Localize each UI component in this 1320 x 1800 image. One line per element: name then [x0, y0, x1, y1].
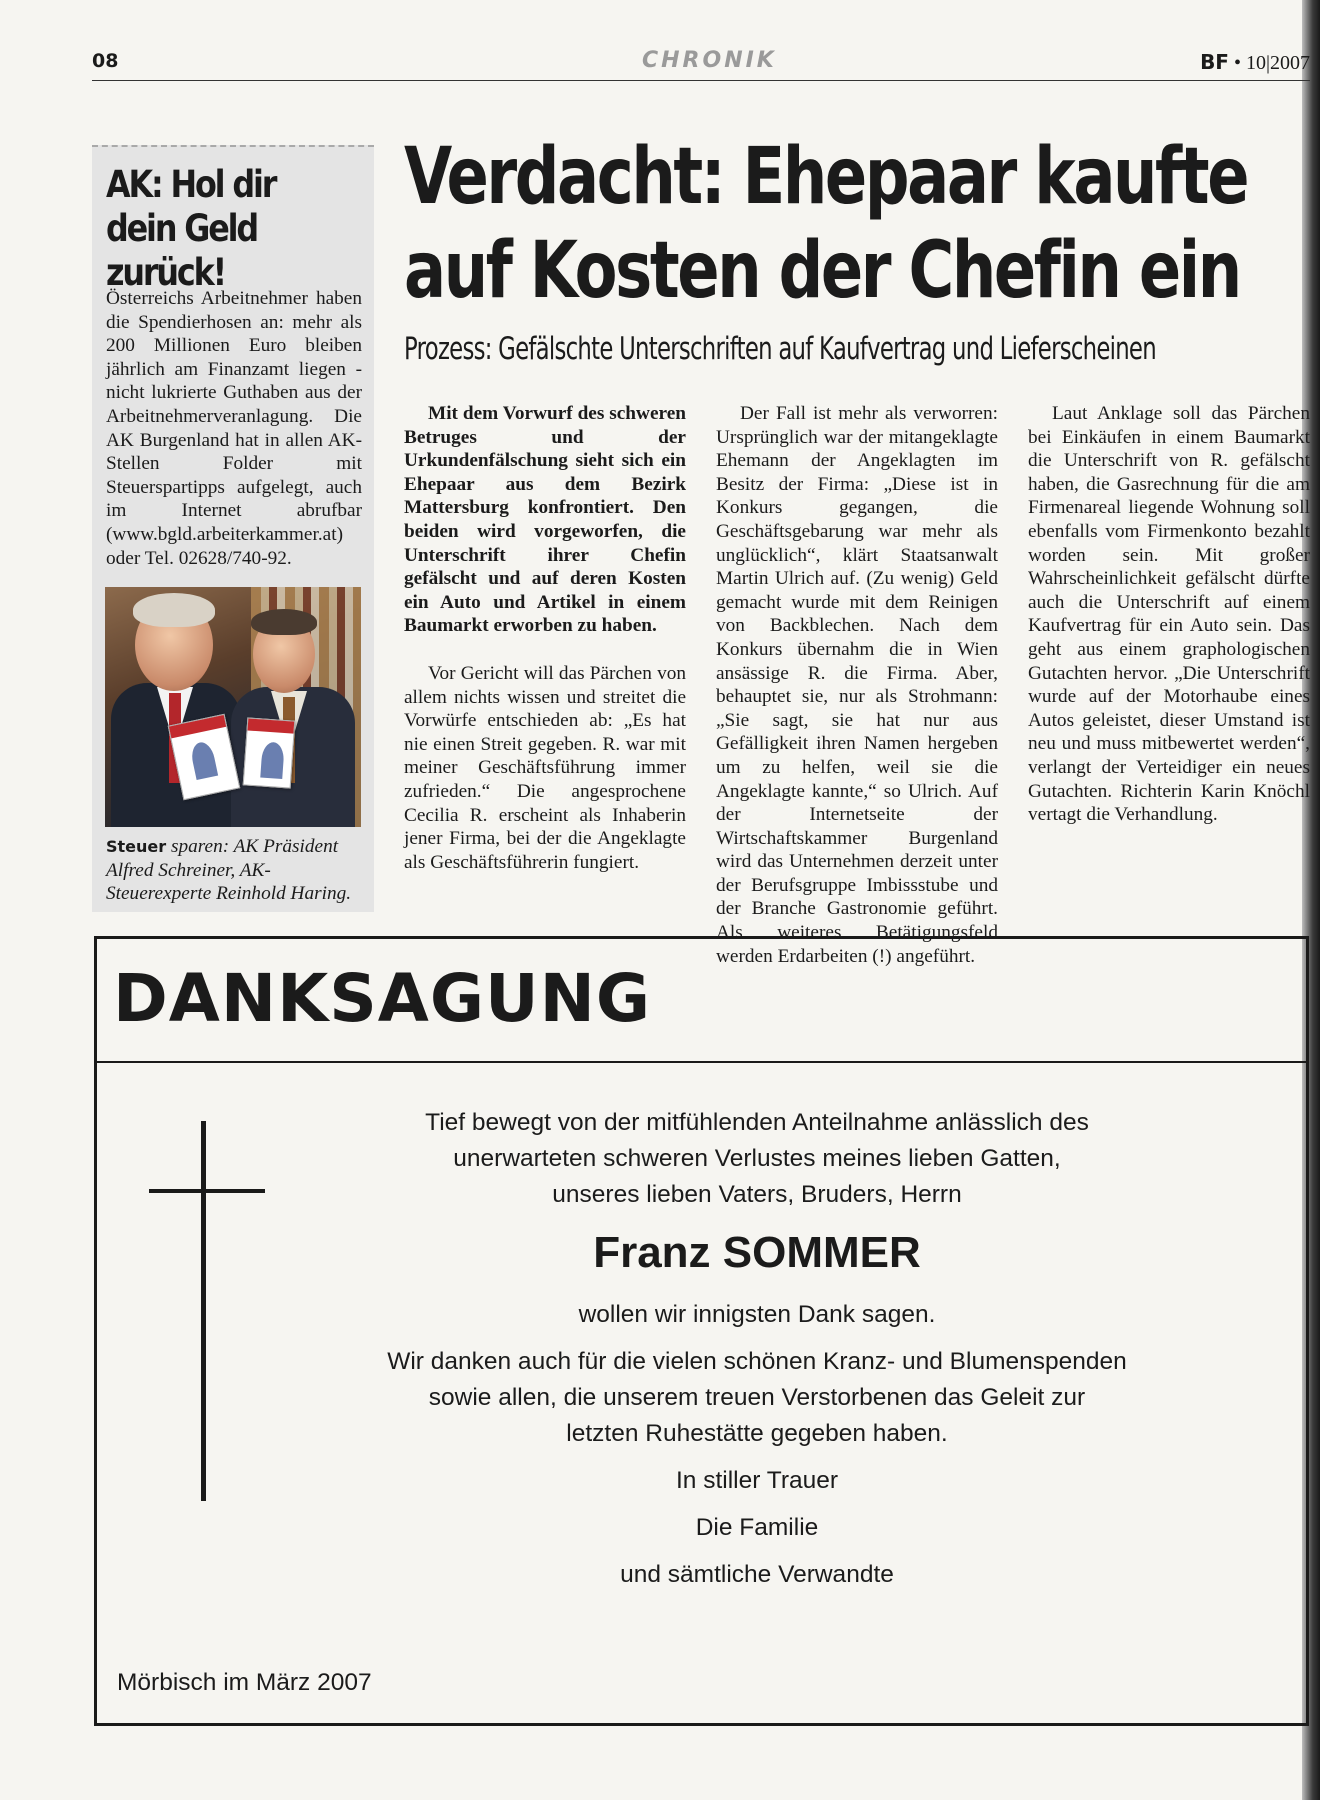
page-number: 08	[92, 50, 119, 72]
section-label: CHRONIK	[642, 48, 777, 73]
notice-line-7: letzten Ruhestätte gegeben haben.	[566, 1420, 948, 1447]
headline-line-2: auf Kosten der Chefin ein	[404, 226, 1240, 316]
issue-info	[1200, 50, 1310, 75]
notice-line-1: Tief bewegt von der mitfühlenden Anteilnahme anlässlich des	[425, 1109, 1089, 1136]
caption-text: sparen: AK Präsident Alfred Schreiner, AK-Steuerexperte Reinhold Haring.	[106, 836, 352, 905]
notice-title-bar	[97, 939, 1306, 1063]
article-paragraph-2: Der Fall ist mehr als verworren: Ursprünglich war der mitangeklagte Ehemann der Angeklagten im Besitz der Firma: „Diese ist in Konkurs gegangen, die Geschäftsgebarung war mehr als unglücklich“, klärt Staatsanwalt Martin Ulrich auf. (Zu wenig) Geld gemacht wurde mit dem Reinigen von Backblechen. Nach dem Konkurs übernahm die in Wien ansässige R. die Firma. Aber, behauptet sie, nur als Strohmann: „Sie sagt, sie hat nur aus Gefälligkeit ihren Namen hergeben um zu helfen, weil sie die Angeklagte kannte,“ so Ulrich. Auf der Internetseite der Wirtschaftskammer Burgenland wird das Unternehmen derzeit unter der Berufsgruppe Imbissstube und der Branche Gastronomie geführt. Als weiteres Betätigungsfeld werden Erdarbeiten (!) angeführt.	[716, 403, 998, 967]
notice-place-date: Mörbisch im März 2007	[117, 1669, 372, 1696]
sidebar-title: AK: Hol dir dein Geld zurück!	[106, 163, 276, 294]
article-subheadline: Prozess: Gefälschte Unterschriften auf Kaufvertrag und Lieferscheinen	[404, 331, 1156, 367]
notice-line-9: Die Familie	[695, 1514, 819, 1541]
article-paragraph-1: Vor Gericht will das Pärchen von allem nichts wissen und streitet die Vorwürfe entschieden ab: „Es hat nie einen Streit gegeben. R. war mit meiner Geschäftsführung immer zufrieden.“ Die angesprochene Cecilia R. erscheint als Inhaberin jener Firma, bei der die Angeklagte als Geschäftsführerin fungiert.	[404, 662, 686, 873]
photo-folder-right	[243, 717, 296, 788]
sidebar-photo	[105, 587, 361, 827]
header-separator: •	[1233, 52, 1241, 74]
article-lead: Mit dem Vorwurf des schweren Betruges und der Urkundenfälschung sieht sich ein Ehepaar aus dem Bezirk Mattersburg konfrontiert. Den beiden wird vorgeworfen, die Unterschrift ihrer Chefin gefälscht und auf deren Kosten ein Auto und Artikel in einem Baumarkt erworben zu haben.	[404, 403, 686, 637]
headline-line-1: Verdacht: Ehepaar kaufte	[404, 132, 1248, 222]
deceased-name: Franz SOMMER	[593, 1228, 921, 1277]
cross-icon-bar	[149, 1189, 265, 1193]
publication-name: BF	[1200, 50, 1229, 74]
notice-title: DANKSAGUNG	[113, 960, 652, 1037]
notice-line-8: In stiller Trauer	[675, 1467, 839, 1494]
issue-number: 10|2007	[1245, 52, 1310, 74]
photo-hair-left	[133, 593, 215, 627]
article-column-2	[716, 402, 998, 968]
notice-line-4: wollen wir innigsten Dank sagen.	[578, 1301, 936, 1328]
article-column-1	[404, 402, 686, 874]
notice-line-6: sowie allen, die unserem treuen Verstorbenen das Geleit zur	[428, 1384, 1086, 1411]
photo-hair-right	[251, 609, 317, 635]
notice-line-5: Wir danken auch für die vielen schönen Kranz- und Blumenspenden	[387, 1348, 1127, 1375]
obituary-notice	[94, 936, 1309, 1726]
notice-line-10: und sämtliche Verwandte	[620, 1561, 894, 1588]
caption-lead: Steuer	[106, 837, 167, 856]
notice-line-3: unseres lieben Vaters, Bruders, Herrn	[552, 1181, 962, 1208]
notice-body	[337, 1105, 1177, 1593]
photo-caption	[106, 835, 368, 906]
article-column-3	[1028, 402, 1310, 827]
page-header	[92, 48, 1310, 81]
sidebar-box	[92, 145, 374, 912]
article-paragraph-3: Laut Anklage soll das Pärchen bei Einkäufen in einem Baumarkt die Unterschrift von R. gefälscht haben, die Gasrechnung für die am Firmenareal liegende Wohnung soll ebenfalls vom Firmenkonto bezahlt worden sein. Mit großer Wahrscheinlichkeit gefälscht dürfte auch die Unterschrift auf einem Kaufvertrag für ein Auto sein. Das geht aus einem graphologischen Gutachten hervor. „Die Unterschrift wurde auf der Motorhaube eines Autos geleistet, dieser Umstand ist neu und muss mitbewertet werden“, verlangt der Verteidiger ein neues Gutachten. Richterin Karin Knöchl vertagt die Verhandlung.	[1028, 403, 1310, 826]
sidebar-text: Österreichs Arbeitnehmer haben die Spendierhosen an: mehr als 200 Millionen Euro bleiben jährlich am Finanzamt liegen - nicht lukrierte Guthaben aus der Arbeitnehmerveranlagung. Die AK Burgenland hat in allen AK-Stellen Folder mit Steuerspartipps aufgelegt, auch im Internet abrufbar (www.bgld.arbeiterkammer.at) oder Tel. 02628/740-92.	[106, 288, 362, 569]
article-headline	[404, 130, 1248, 318]
cross-icon	[201, 1121, 206, 1501]
notice-line-2: unerwarteten schweren Verlustes meines lieben Gatten,	[453, 1145, 1061, 1172]
